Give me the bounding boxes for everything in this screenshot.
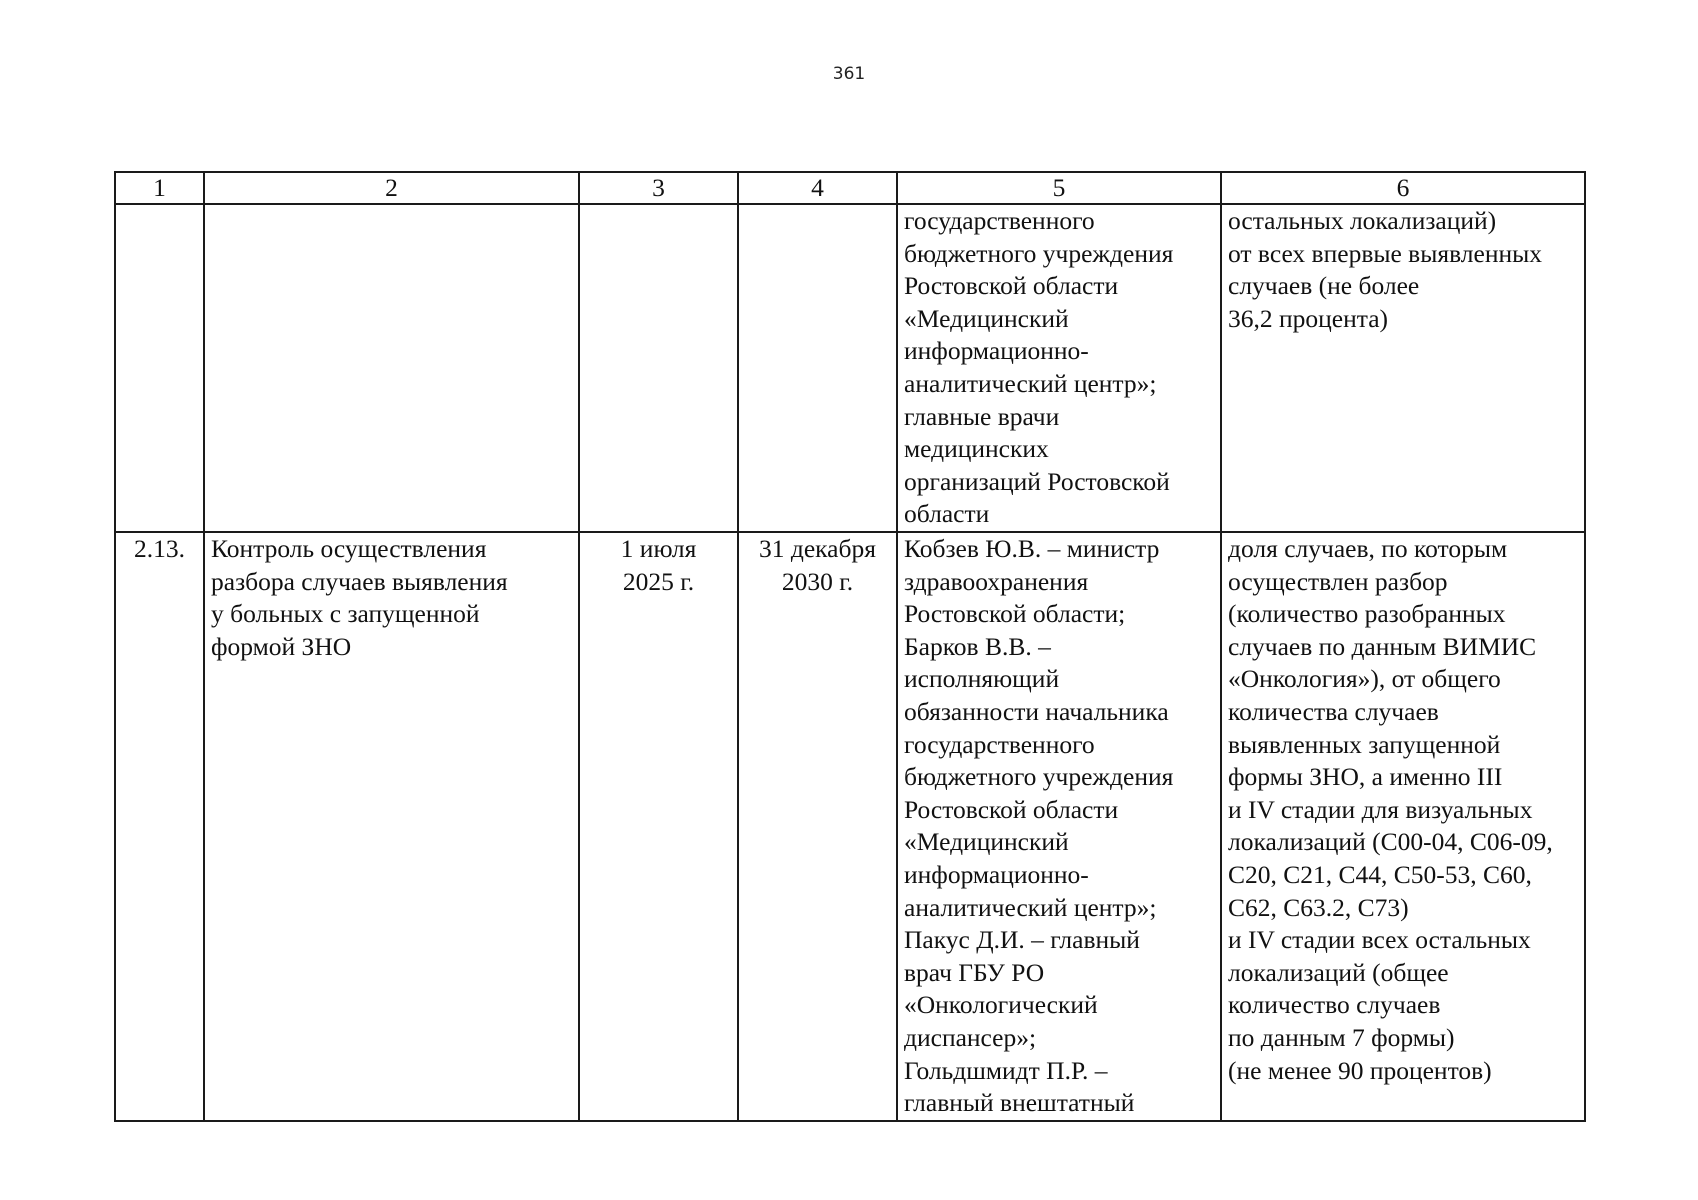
responsible-persons: Кобзев Ю.В. – министр здравоохранения Ростовской области; Барков В.В. – исполняющий обязанности начальника государственного бюджетного учреждения Ростовской области «Медицинский информационно- аналитический центр»; Пакус Д.И. – главный врач ГБУ РО «Онкологический диспансер»; Гольдшмидт П.Р. – главный внештатный <box>897 532 1221 1121</box>
measure-title <box>204 204 579 532</box>
row-number <box>115 204 204 532</box>
header-col-1: 1 <box>115 172 204 204</box>
table-row <box>115 532 1585 1121</box>
target-indicator: доля случаев, по которым осуществлен разбор (количество разобранных случаев по данным ВИМИС «Онкология»), от общего количества случаев выявленных запущенной формы ЗНО, а именно III и IV стадии для визуальных локализаций (С00-04, С06-09, С20, С21, С44, С50-53, С60, С62, С63.2, С73) и IV стадии всех остальных локализаций (общее количество случаев по данным 7 формы) (не менее 90 процентов) <box>1221 532 1585 1121</box>
responsible-persons: государственного бюджетного учреждения Ростовской области «Медицинский информационно- аналитический центр»; главные врачи медицинских организаций Ростовской области <box>897 204 1221 532</box>
header-col-4: 4 <box>738 172 897 204</box>
header-row <box>115 172 1585 204</box>
header-col-5: 5 <box>897 172 1221 204</box>
page-number: 361 <box>832 64 866 84</box>
end-date <box>738 204 897 532</box>
end-date: 31 декабря 2030 г. <box>738 532 897 1121</box>
table-header <box>115 172 1585 204</box>
row-number: 2.13. <box>115 532 204 1121</box>
header-col-2: 2 <box>204 172 579 204</box>
target-indicator: остальных локализаций) от всех впервые выявленных случаев (не более 36,2 процента) <box>1221 204 1585 532</box>
measure-title: Контроль осуществления разбора случаев выявления у больных с запущенной формой ЗНО <box>204 532 579 1121</box>
start-date: 1 июля 2025 г. <box>579 532 738 1121</box>
header-col-3: 3 <box>579 172 738 204</box>
table-row <box>115 204 1585 532</box>
measures-table <box>114 171 1586 1122</box>
header-col-6: 6 <box>1221 172 1585 204</box>
start-date <box>579 204 738 532</box>
